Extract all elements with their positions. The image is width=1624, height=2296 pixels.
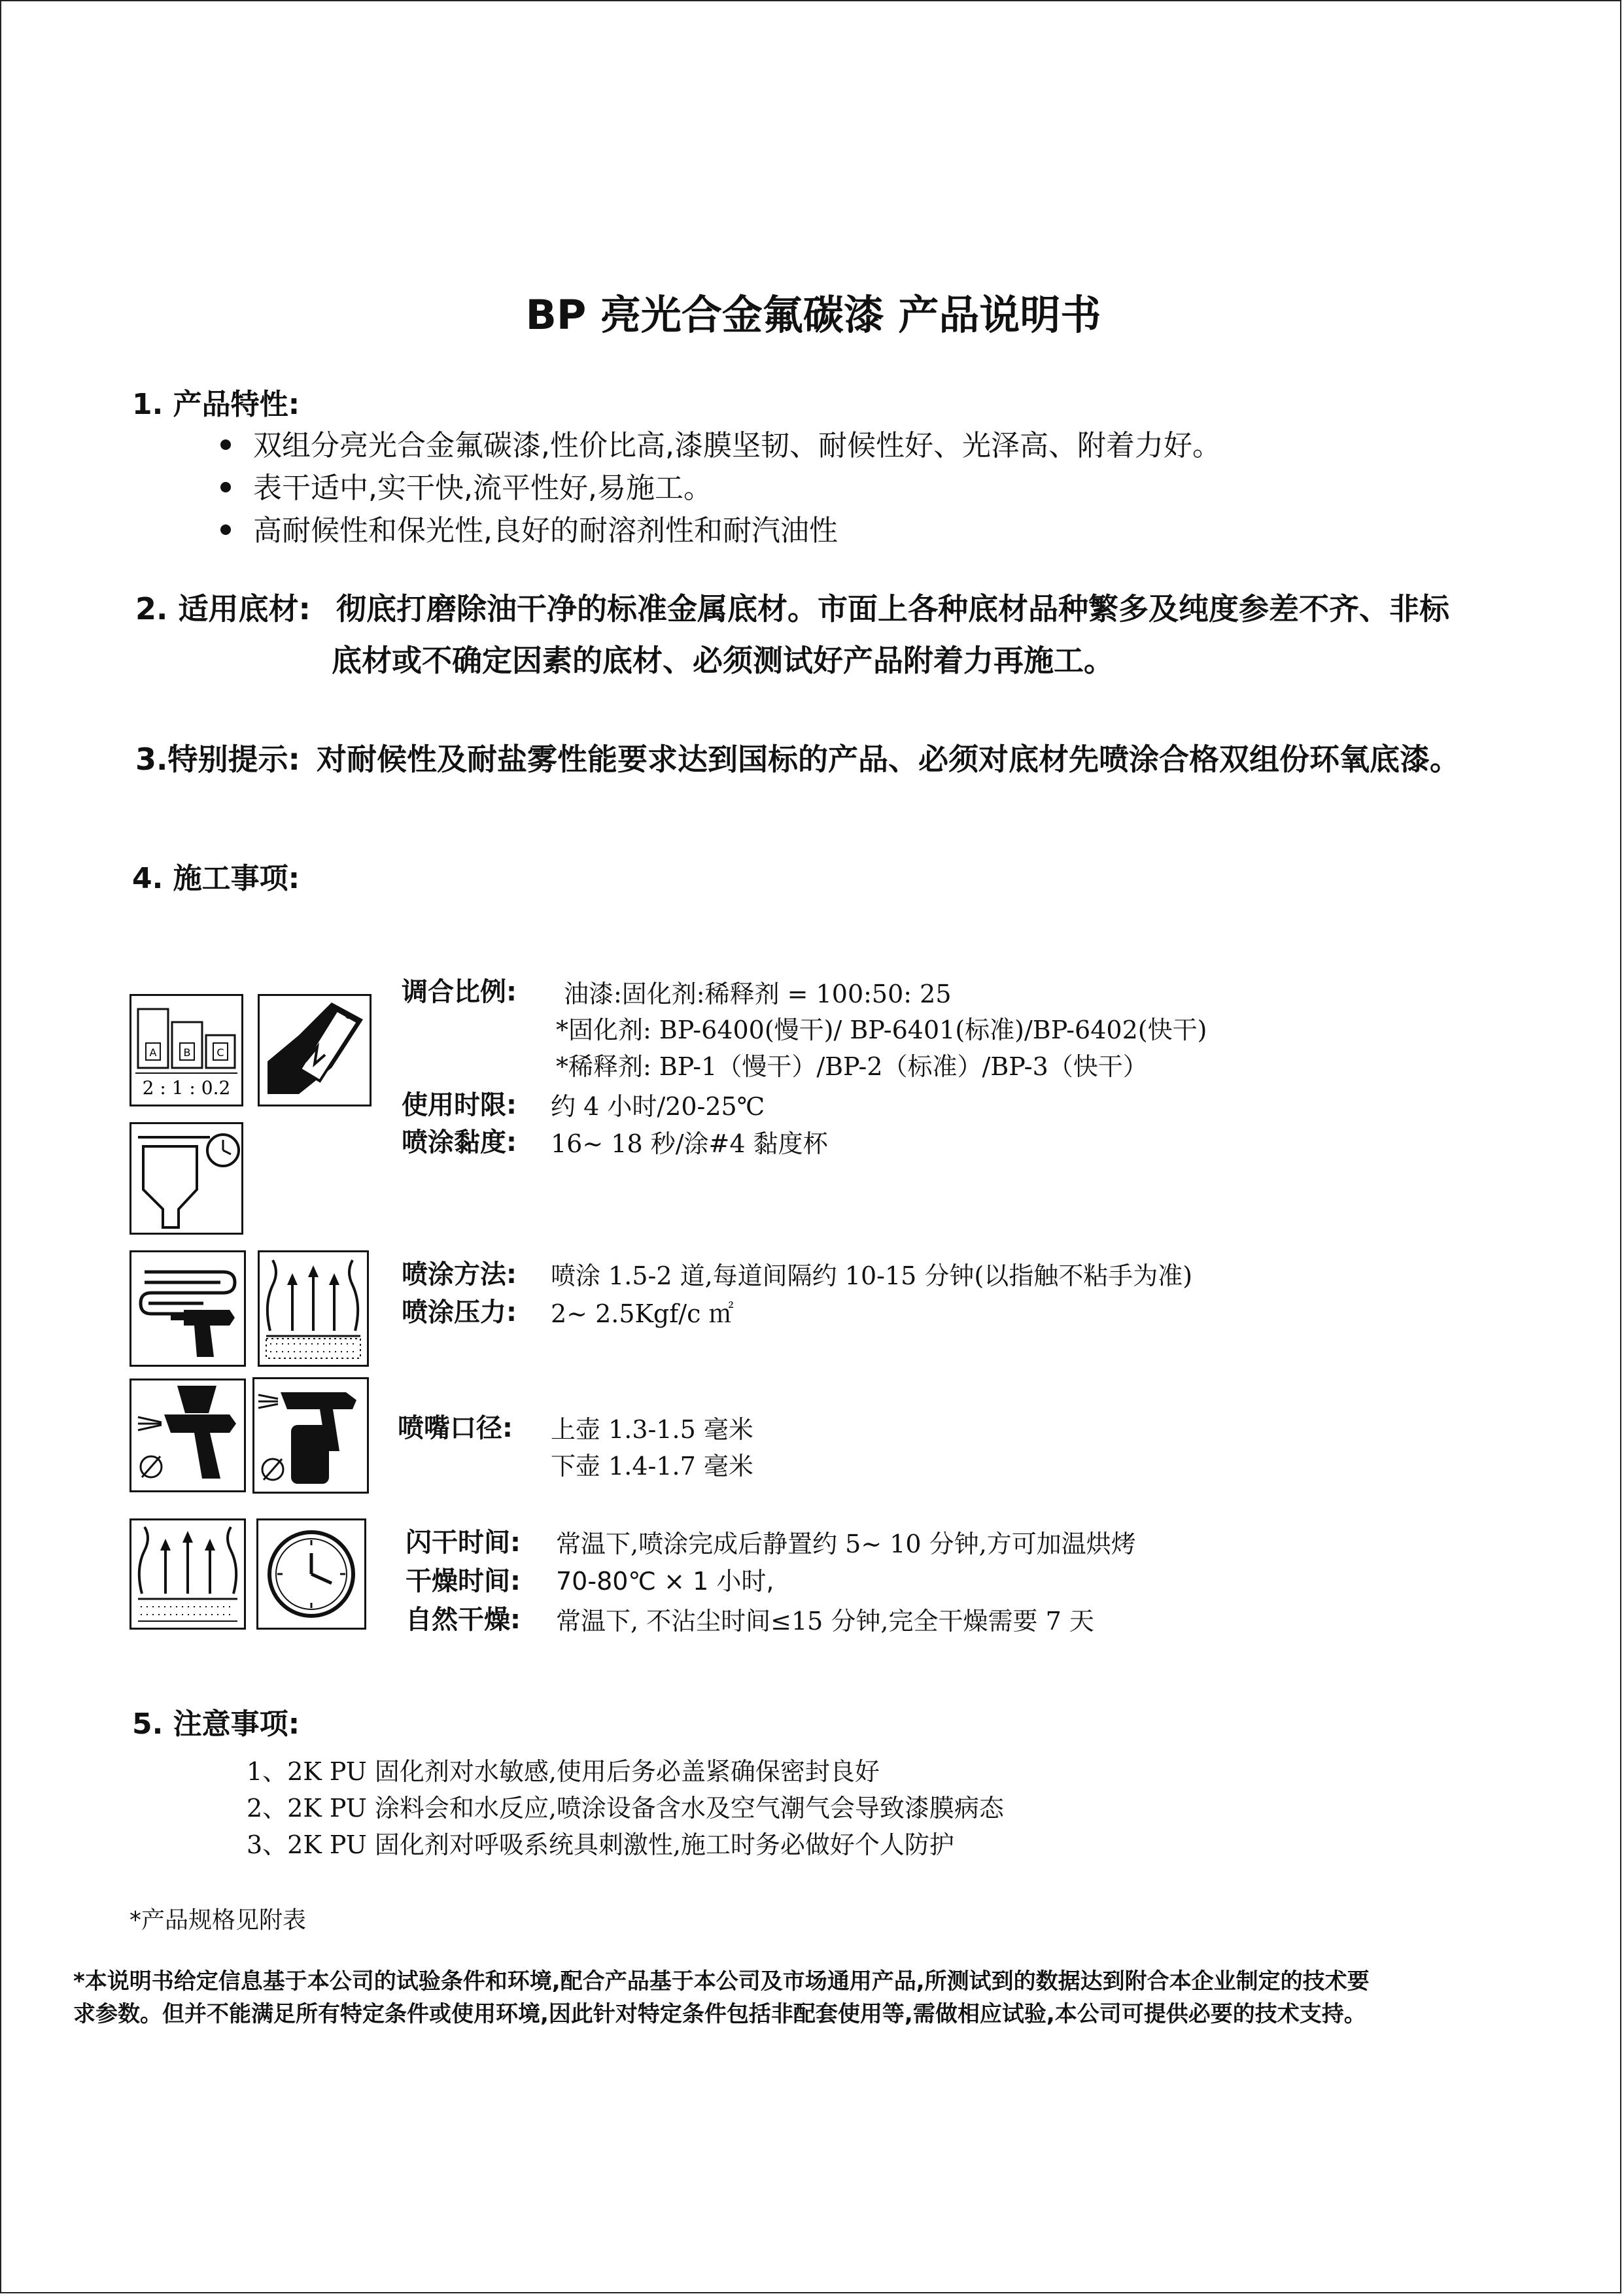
spray-method-value: 喷涂 1.5-2 道,每道间隔约 10-15 分钟(以指触不粘手为准) bbox=[551, 1261, 1193, 1290]
clock-icon bbox=[256, 1518, 366, 1630]
natural-dry-value: 常温下, 不沾尘时间≤15 分钟,完全干燥需要 7 天 bbox=[556, 1607, 1094, 1636]
funnel-timer-icon bbox=[130, 1122, 243, 1235]
thinner-spec: *稀释剂: BP-1（慢干）/BP-2（标准）/BP-3（快干） bbox=[556, 1052, 1148, 1081]
section3-heading: 3.特别提示: bbox=[135, 742, 300, 777]
section2-heading: 2. 适用底材: bbox=[135, 591, 311, 626]
section4-heading: 4. 施工事项: bbox=[132, 862, 300, 895]
page-title: BP 亮光合金氟碳漆 产品说明书 bbox=[525, 291, 1101, 339]
pot-life-value: 约 4 小时/20-25℃ bbox=[551, 1092, 765, 1121]
natural-dry-label: 自然干燥: bbox=[406, 1605, 521, 1635]
spray-method-label: 喷涂方法: bbox=[402, 1259, 517, 1290]
caution-item: 3、2K PU 固化剂对呼吸系统具刺激性,施工时务必做好个人防护 bbox=[247, 1830, 954, 1859]
nozzle-lower: 下壶 1.4-1.7 毫米 bbox=[551, 1452, 753, 1481]
section2-line1: 彻底打磨除油干净的标准金属底材。市面上各种底材品种繁多及纯度参差不齐、非标 bbox=[336, 591, 1449, 626]
pot-life-label: 使用时限: bbox=[402, 1090, 517, 1120]
ratio-c-label: C bbox=[216, 1046, 224, 1059]
gravity-spray-gun-icon bbox=[130, 1379, 246, 1492]
ratio-a-label: A bbox=[149, 1046, 157, 1059]
spec-note: *产品规格见附表 bbox=[130, 1907, 307, 1934]
nozzle-label: 喷嘴口径: bbox=[398, 1413, 513, 1443]
bullet-item bbox=[220, 464, 712, 506]
bullet-text: 高耐候性和保光性,良好的耐溶剂性和耐汽油性 bbox=[253, 514, 838, 547]
spray-pressure-label: 喷涂压力: bbox=[402, 1297, 517, 1328]
disclaimer-line1: *本说明书给定信息基于本公司的试验条件和环境,配合产品基于本公司及市场通用产品,所测试到的数据达到附合本企业制定的技术要 bbox=[73, 1968, 1370, 1995]
hardener-spec: *固化剂: BP-6400(慢干)/ BP-6401(标准)/BP-6402(快干) bbox=[556, 1016, 1207, 1044]
bullet-item bbox=[220, 422, 1221, 464]
nozzle-upper: 上壶 1.3-1.5 毫米 bbox=[551, 1415, 753, 1444]
caution-item: 2、2K PU 涂料会和水反应,喷涂设备含水及空气潮气会导致漆膜病态 bbox=[247, 1794, 1004, 1823]
ratio-text: 2 : 1 : 0.2 bbox=[142, 1077, 231, 1099]
caution-item: 1、2K PU 固化剂对水敏感,使用后务必盖紧确保密封良好 bbox=[247, 1757, 880, 1786]
mix-ratio-value: 油漆:固化剂:稀释剂 = 100:50: 25 bbox=[564, 980, 952, 1008]
dry-time-value: 70-80℃ × 1 小时, bbox=[556, 1567, 774, 1596]
vapor-rise-icon bbox=[258, 1250, 369, 1367]
bullet-item bbox=[220, 507, 838, 549]
section1-heading: 1. 产品特性: bbox=[132, 388, 300, 421]
spray-gun-heat-icon bbox=[130, 1250, 246, 1367]
bullet-text: 双组分亮光合金氟碳漆,性价比高,漆膜坚韧、耐候性好、光泽高、附着力好。 bbox=[253, 429, 1221, 462]
section3-text: 对耐候性及耐盐雾性能要求达到国标的产品、必须对底材先喷涂合格双组份环氧底漆。 bbox=[317, 742, 1460, 777]
suction-spray-gun-icon bbox=[252, 1377, 369, 1494]
section2-line2: 底材或不确定因素的底材、必须测试好产品附着力再施工。 bbox=[332, 643, 1114, 678]
bullet-dot bbox=[220, 524, 231, 535]
section5-heading: 5. 注意事项: bbox=[132, 1707, 300, 1741]
disclaimer-line2: 求参数。但并不能满足所有特定条件或使用环境,因此针对特定条件包括非配套使用等,需做相应试验,本公司可提供必要的技术支持。 bbox=[73, 2001, 1366, 2027]
flash-time-label: 闪干时间: bbox=[406, 1528, 521, 1558]
viscosity-value: 16~ 18 秒/涂#4 黏度杯 bbox=[551, 1129, 828, 1158]
bullet-dot bbox=[220, 439, 231, 450]
ratio-b-label: B bbox=[183, 1046, 191, 1059]
bullet-dot bbox=[220, 482, 231, 492]
viscosity-label: 喷涂黏度: bbox=[402, 1127, 517, 1157]
stir-stick-icon bbox=[258, 994, 371, 1106]
flash-time-value: 常温下,喷涂完成后静置约 5~ 10 分钟,方可加温烘烤 bbox=[556, 1530, 1136, 1558]
mix-ratio-label: 调合比例: bbox=[402, 977, 517, 1007]
flash-vapor-icon bbox=[130, 1518, 246, 1630]
bullet-text: 表干适中,实干快,流平性好,易施工。 bbox=[253, 471, 712, 505]
dry-time-label: 干燥时间: bbox=[406, 1566, 521, 1596]
spray-pressure-value: 2~ 2.5Kgf/c ㎡ bbox=[551, 1299, 734, 1328]
mix-ratio-icon bbox=[130, 994, 243, 1106]
